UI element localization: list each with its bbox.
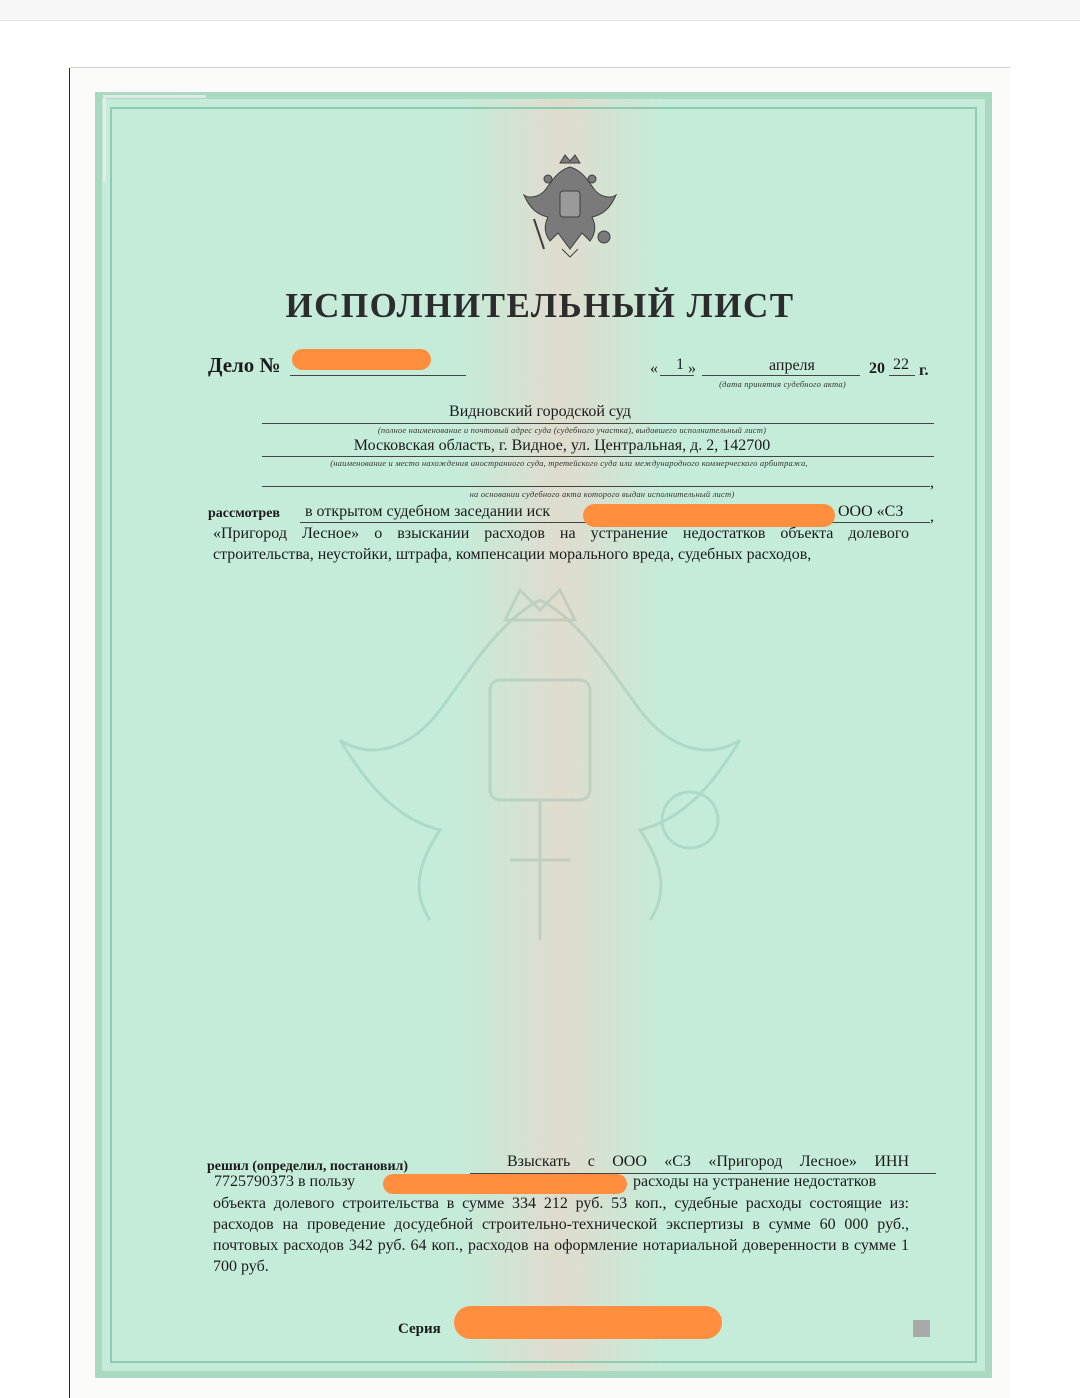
considered-line-1-end: ООО «СЗ: [838, 503, 904, 520]
beneficiary-redaction: [383, 1174, 627, 1194]
date-close-quote: »: [688, 360, 696, 377]
basis-caption: на основании судебного акта которого выдан исполнительный лист): [469, 489, 735, 499]
basis-comma: ,: [930, 474, 934, 491]
foreign-court-caption: (наименование и место нахождения иностранного суда, третейского суда или международного коммерческого арбитража,: [330, 458, 808, 468]
date-day: 1: [676, 356, 684, 373]
case-number-redaction: [292, 349, 431, 370]
court-caption: (полное наименование и почтовый адрес суда (судебного участка), выдавшего исполнительный лист): [377, 425, 767, 435]
date-day-underline: [660, 375, 694, 376]
court-address: Московская область, г. Видное, ул. Центральная, д. 2, 142700: [353, 437, 771, 454]
date-year-underline: [889, 375, 915, 376]
double-headed-eagle-watermark-icon: [330, 560, 750, 950]
decided-label: решил (определил, постановил): [207, 1159, 409, 1174]
date-month-underline: [702, 375, 860, 376]
date-caption: (дата принятия судебного акта): [719, 379, 846, 389]
folded-corner: [103, 95, 206, 182]
considered-label: рассмотрев: [208, 506, 280, 521]
decided-line-2-end: расходы на устранение недостатков: [633, 1173, 877, 1190]
considered-comma: ,: [930, 508, 934, 525]
series-label: Серия: [398, 1321, 441, 1337]
court-name-underline: [262, 423, 934, 424]
court-name: Видновский городской суд: [449, 403, 631, 420]
date-month: апреля: [769, 357, 815, 374]
double-headed-eagle-icon: [522, 153, 618, 259]
date-year-suffix: 22: [893, 356, 909, 373]
series-redaction: [454, 1306, 722, 1339]
considered-line-1: в открытом судебном заседании иск: [305, 503, 551, 520]
case-number-underline: [290, 375, 466, 376]
decided-text: объекта долевого строительства в сумме 334 212 руб. 53 коп., судебные расходы состоящие из: расходов на проведение досудебной строительно-технической экспертизы в сумме 60 000 руб., почтовых расходов 342 руб. 64 коп., расходов на оформление нотариальной доверенности в сумме 1 700 руб.: [213, 1195, 909, 1275]
decided-line-2-start: 7725790373 в пользу: [214, 1173, 356, 1190]
case-number-label: Дело №: [208, 353, 281, 377]
viewer-top-bar: [0, 0, 1080, 21]
decided-line-1: Взыскать с ООО «СЗ «Пригород Лесное» ИНН: [507, 1153, 909, 1170]
corner-mark: [913, 1320, 930, 1337]
date-year-prefix: 20: [869, 360, 885, 377]
basis-underline: [262, 486, 930, 487]
document-title: ИСПОЛНИТЕЛЬНЫЙ ЛИСТ: [285, 286, 795, 325]
date-open-quote: «: [650, 360, 658, 377]
considered-text: «Пригород Лесное» о взыскании расходов на устранение недостатков объекта долевого строительства, неустойки, штрафа, компенсации морального вреда, судебных расходов,: [213, 525, 909, 563]
date-suffix: г.: [919, 362, 929, 379]
court-address-underline: [262, 456, 934, 457]
